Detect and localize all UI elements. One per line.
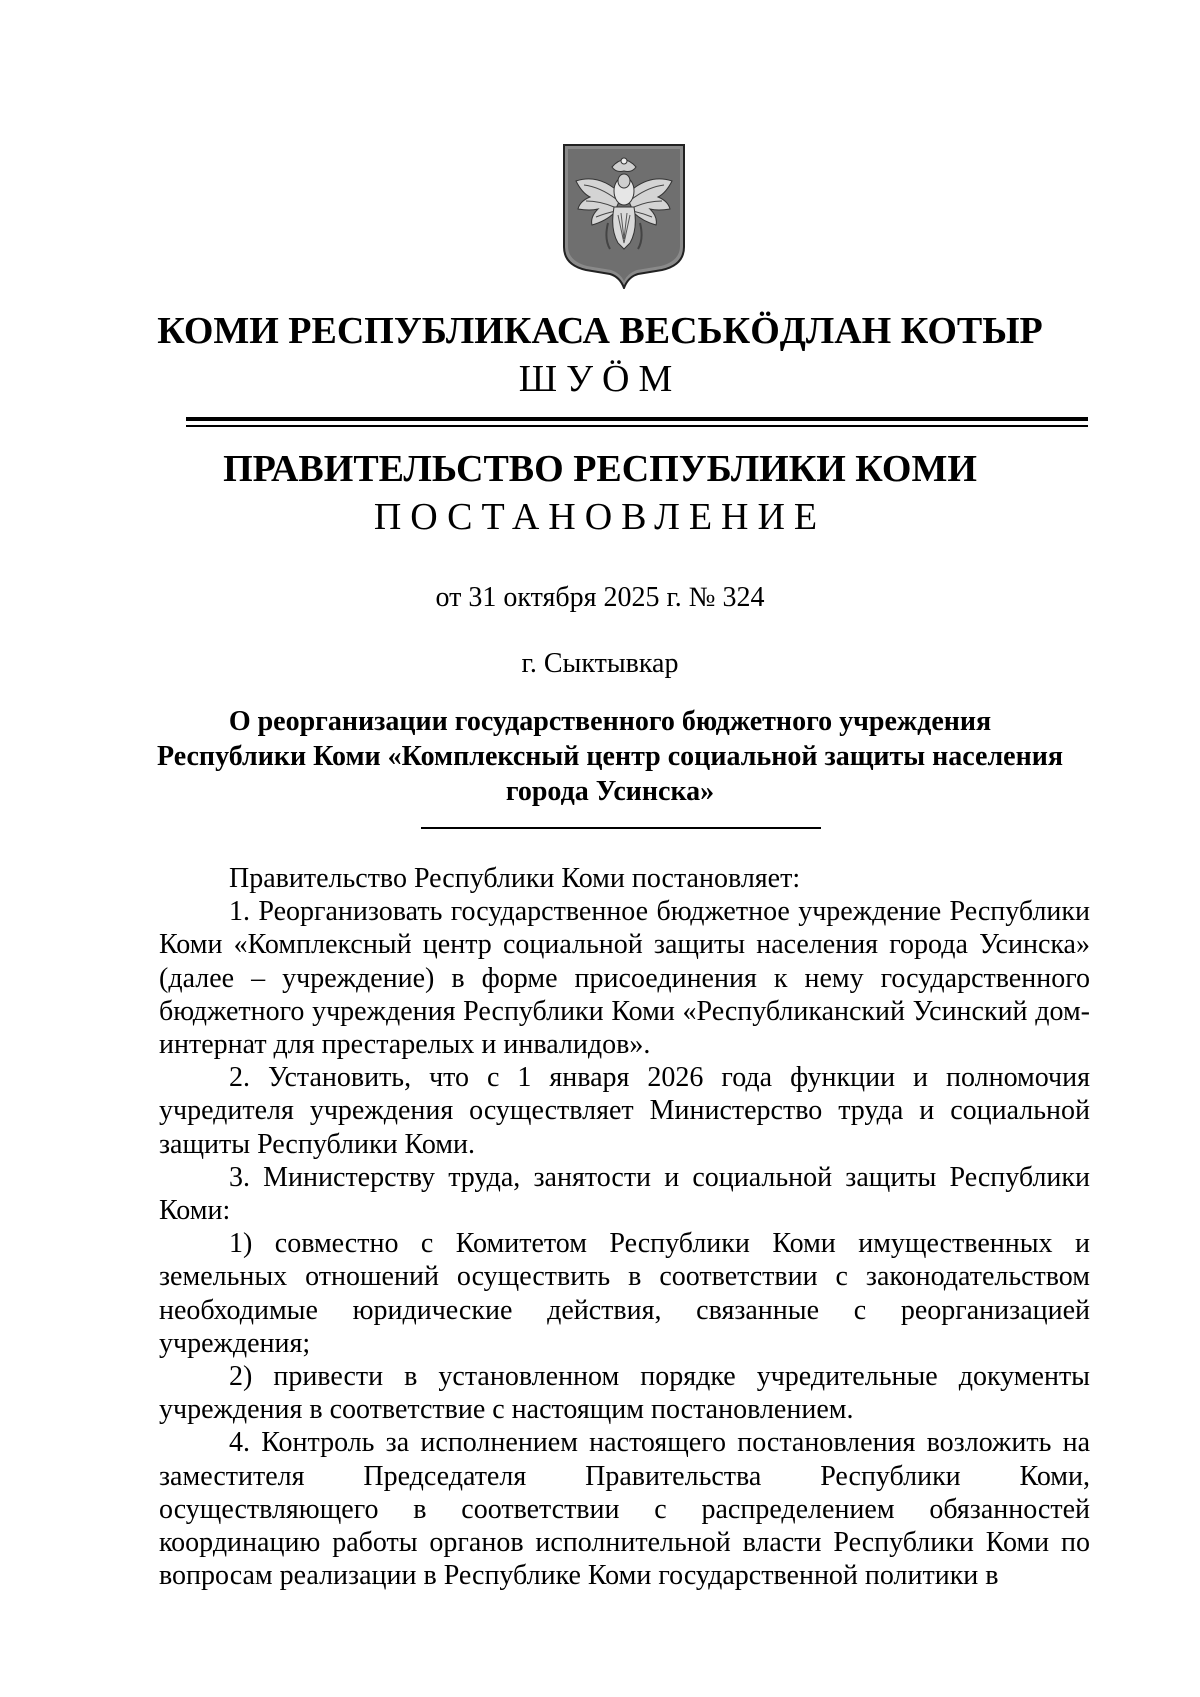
russian-government-title: ПРАВИТЕЛЬСТВО РЕСПУБЛИКИ КОМИ [223, 448, 977, 490]
document-date-number: от 31 октября 2025 г. № 324 [435, 582, 765, 613]
komi-government-title: КОМИ РЕСПУБЛИКАСА ВЕСЬКӦДЛАН КОТЫР [157, 310, 1043, 352]
header-divider-thin [186, 425, 1088, 427]
body-paragraph: 4. Контроль за исполнением настоящего постановления возложить на заместителя Председателя Правительства Республики Коми, осуществляющего в соответствии с распределением обязанностей координацию работы органов исполнительной власти Республики Коми по вопросам реализации в Республике Коми государственной политики в [159, 1427, 1090, 1592]
body-paragraph: 3. Министерству труда, занятости и социальной защиты Республики Коми: [159, 1161, 1090, 1227]
body-paragraph: Правительство Республики Коми постановляет: [229, 863, 801, 894]
title-underline [421, 827, 821, 829]
document-body [159, 862, 1090, 1592]
body-paragraph: 1) совместно с Комитетом Республики Коми имущественных и земельных отношений осуществить в соответствии с законодательством необходимые юридические действия, связанные с реорганизацией учреждения; [159, 1228, 1090, 1359]
russian-document-type: ПОСТАНОВЛЕНИЕ [373, 496, 827, 538]
komi-coat-of-arms-icon [560, 143, 688, 289]
komi-document-type: ШУӦМ [518, 358, 682, 400]
body-paragraph: 1. Реорганизовать государственное бюджетное учреждение Республики Коми «Комплексный центр социальной защиты населения города Усинска» (далее – учреждение) в форме присоединения к нему государственного бюджетного учреждения Республики Коми «Республиканский Усинский дом-интернат для престарелых и инвалидов». [159, 896, 1090, 1061]
document-city: г. Сыктывкар [521, 648, 679, 679]
title-line: города Усинска» [505, 776, 715, 807]
title-line: О реорганизации государственного бюджетного учреждения [228, 706, 992, 737]
title-line: Республики Коми «Комплексный центр социальной защиты населения [157, 741, 1063, 772]
document-title [140, 704, 1080, 809]
body-paragraph: 2) привести в установленном порядке учредительные документы учреждения в соответствие с настоящим постановлением. [159, 1361, 1090, 1426]
header-divider-thick [186, 417, 1088, 421]
body-paragraph: 2. Установить, что с 1 января 2026 года функции и полномочия учредителя учреждения осуществляет Министерство труда и социальной защиты Республики Коми. [159, 1062, 1090, 1160]
